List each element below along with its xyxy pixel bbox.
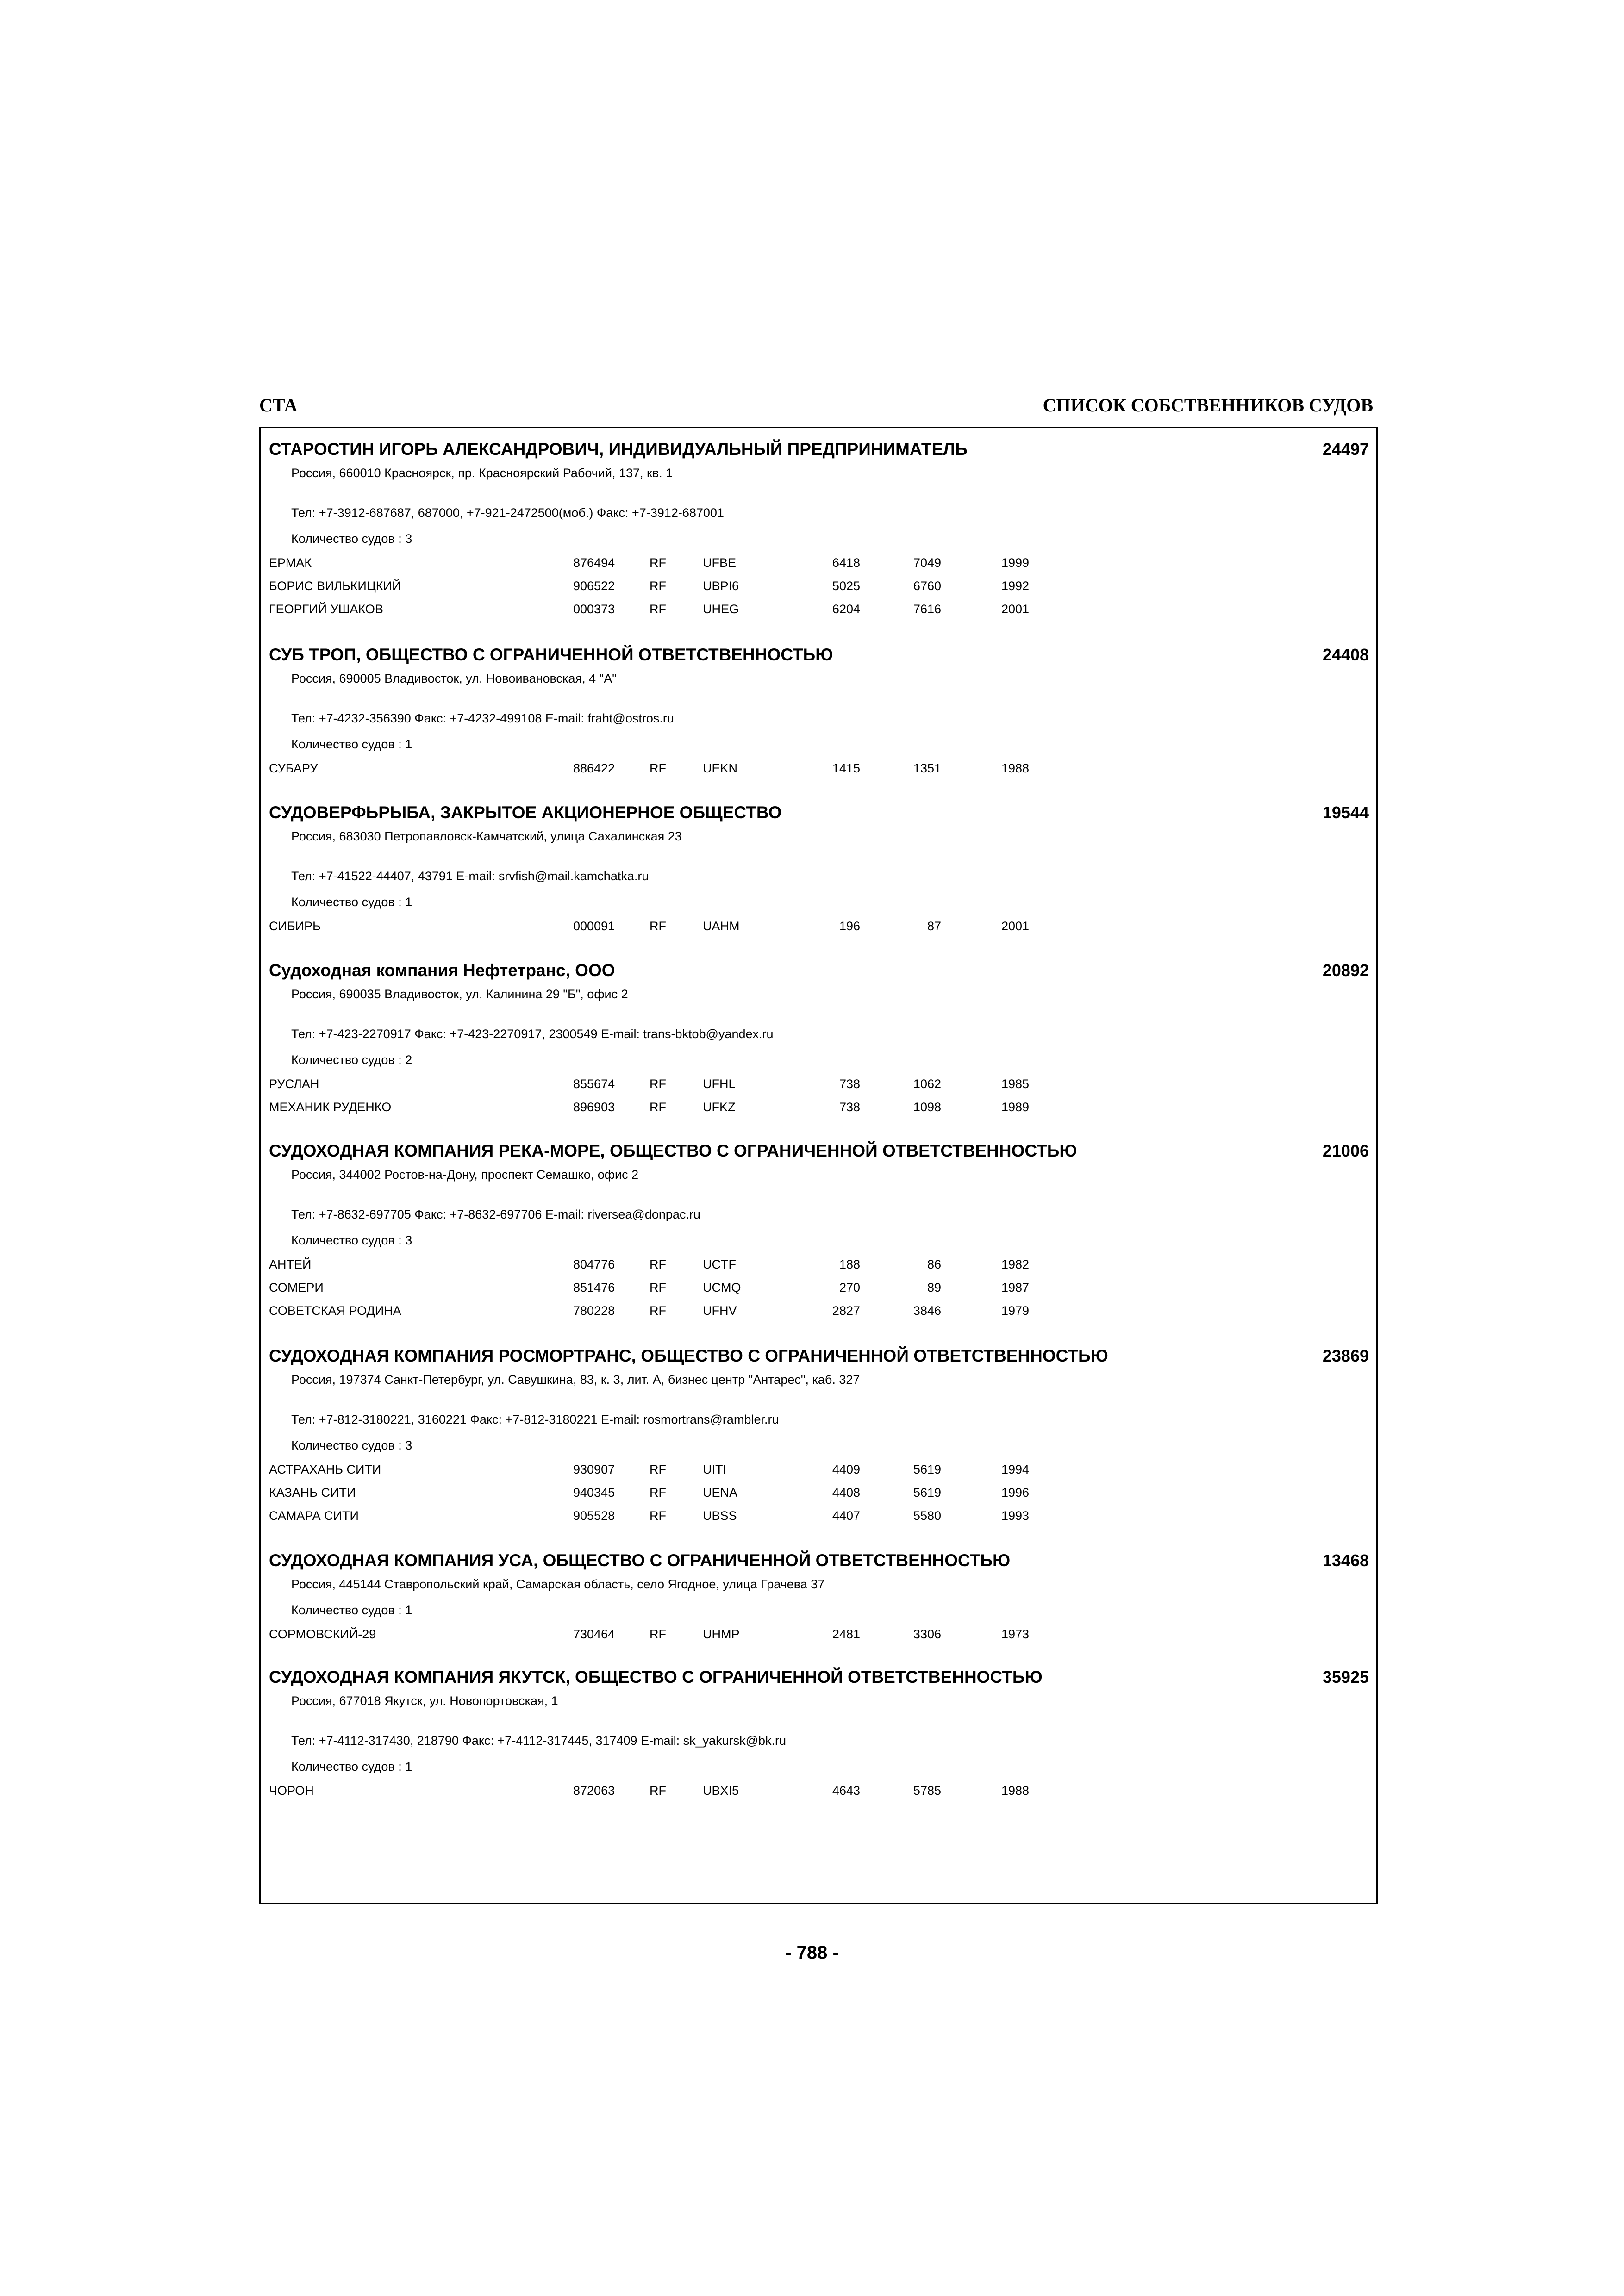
vessel-deadweight: 3306 — [913, 1627, 941, 1641]
vessel-callsign: UFBE — [703, 556, 737, 570]
vessel-callsign: UCMQ — [703, 1281, 741, 1294]
vessel-flag: RF — [650, 602, 666, 616]
owner-name: СУДОВЕРФЬРЫБА, ЗАКРЫТОЕ АКЦИОНЕРНОЕ ОБЩЕСТВО — [269, 803, 782, 822]
vessel-number: 896903 — [573, 1100, 615, 1114]
owner-name: СУБ ТРОП, ОБЩЕСТВО С ОГРАНИЧЕННОЙ ОТВЕТСТВЕННОСТЬЮ — [269, 645, 833, 664]
vessel-gross-tonnage: 738 — [839, 1100, 860, 1114]
owner-id: 13468 — [1322, 1551, 1369, 1570]
vessel-deadweight: 5785 — [913, 1784, 941, 1798]
vessel-gross-tonnage: 4407 — [832, 1509, 860, 1523]
owner-address: Россия, 445144 Ставропольский край, Самарская область, село Ягодное, улица Грачева 37 — [291, 1577, 825, 1591]
vessel-year: 1982 — [1001, 1257, 1030, 1271]
vessel-name: АСТРАХАНЬ СИТИ — [269, 1462, 381, 1476]
vessel-count: Количество судов : 1 — [291, 895, 412, 909]
vessel-flag: RF — [650, 1077, 666, 1091]
vessel-deadweight: 86 — [927, 1257, 941, 1271]
vessel-flag: RF — [650, 1100, 666, 1114]
vessel-name: КАЗАНЬ СИТИ — [269, 1486, 356, 1500]
owner-name: СУДОХОДНАЯ КОМПАНИЯ ЯКУТСК, ОБЩЕСТВО С ОГРАНИЧЕННОЙ ОТВЕТСТВЕННОСТЬЮ — [269, 1668, 1043, 1686]
vessel-number: 886422 — [573, 761, 615, 775]
running-header-right: СПИСОК СОБСТВЕННИКОВ СУДОВ — [1043, 395, 1373, 416]
vessel-callsign: UHEG — [703, 602, 739, 616]
owner-address: Россия, 344002 Ростов-на-Дону, проспект Семашко, офис 2 — [291, 1168, 639, 1182]
page-number: - 788 - — [785, 1942, 839, 1963]
running-header-left: СТА — [259, 395, 298, 416]
vessel-number: 906522 — [573, 579, 615, 593]
vessel-callsign: UFHV — [703, 1304, 737, 1318]
owner-address: Россия, 677018 Якутск, ул. Новопортовская, 1 — [291, 1694, 558, 1708]
vessel-number: 905528 — [573, 1509, 615, 1523]
vessel-year: 1999 — [1001, 556, 1030, 570]
owner-contacts: Тел: +7-4112-317430, 218790 Факс: +7-4112-317445, 317409 E-mail: sk_yakursk@bk.ru — [291, 1734, 787, 1748]
vessel-callsign: UENA — [703, 1486, 738, 1500]
vessel-number: 855674 — [573, 1077, 615, 1091]
vessel-callsign: UBSS — [703, 1509, 737, 1523]
vessel-name: АНТЕЙ — [269, 1257, 312, 1271]
vessel-number: 804776 — [573, 1257, 615, 1271]
vessel-name: СОВЕТСКАЯ РОДИНА — [269, 1304, 401, 1318]
owner-contacts: Тел: +7-423-2270917 Факс: +7-423-2270917, 2300549 E-mail: trans-bktob@yandex.ru — [291, 1027, 774, 1041]
vessel-gross-tonnage: 6204 — [832, 602, 860, 616]
vessel-deadweight: 7616 — [913, 602, 941, 616]
vessel-number: 000373 — [573, 602, 615, 616]
vessel-year: 1987 — [1001, 1281, 1030, 1294]
vessel-count: Количество судов : 3 — [291, 1233, 412, 1247]
owner-name: СТАРОСТИН ИГОРЬ АЛЕКСАНДРОВИЧ, ИНДИВИДУАЛЬНЫЙ ПРЕДПРИНИМАТЕЛЬ — [269, 440, 968, 459]
owner-id: 19544 — [1322, 803, 1369, 822]
vessel-flag: RF — [650, 919, 666, 933]
vessel-flag: RF — [650, 1509, 666, 1523]
owner-id: 24408 — [1322, 645, 1369, 664]
vessel-deadweight: 1062 — [913, 1077, 941, 1091]
vessel-number: 730464 — [573, 1627, 615, 1641]
vessel-gross-tonnage: 4643 — [832, 1784, 860, 1798]
vessel-flag: RF — [650, 1627, 666, 1641]
vessel-year: 1992 — [1001, 579, 1030, 593]
owner-name: СУДОХОДНАЯ КОМПАНИЯ УСА, ОБЩЕСТВО С ОГРАНИЧЕННОЙ ОТВЕТСТВЕННОСТЬЮ — [269, 1551, 1011, 1570]
vessel-name: РУСЛАН — [269, 1077, 319, 1091]
owner-id: 20892 — [1322, 961, 1369, 980]
vessel-deadweight: 5580 — [913, 1509, 941, 1523]
vessel-gross-tonnage: 5025 — [832, 579, 860, 593]
owner-contacts: Тел: +7-812-3180221, 3160221 Факс: +7-812-3180221 E-mail: rosmortrans@rambler.ru — [291, 1412, 779, 1426]
vessel-flag: RF — [650, 1304, 666, 1318]
vessel-name: ГЕОРГИЙ УШАКОВ — [269, 602, 383, 616]
vessel-name: МЕХАНИК РУДЕНКО — [269, 1100, 392, 1114]
vessel-deadweight: 1351 — [913, 761, 941, 775]
vessel-callsign: UAHM — [703, 919, 740, 933]
owner-name: Судоходная компания Нефтетранс, ООО — [269, 961, 615, 980]
vessel-flag: RF — [650, 1486, 666, 1500]
vessel-deadweight: 7049 — [913, 556, 941, 570]
vessel-count: Количество судов : 3 — [291, 1438, 412, 1452]
vessel-flag: RF — [650, 761, 666, 775]
vessel-flag: RF — [650, 1281, 666, 1294]
owner-id: 23869 — [1322, 1346, 1369, 1365]
vessel-name: САМАРА СИТИ — [269, 1509, 359, 1523]
vessel-gross-tonnage: 196 — [839, 919, 860, 933]
vessel-year: 1988 — [1001, 761, 1030, 775]
vessel-flag: RF — [650, 1784, 666, 1798]
owner-id: 35925 — [1322, 1668, 1369, 1686]
vessel-callsign: UCTF — [703, 1257, 736, 1271]
vessel-name: ЕРМАК — [269, 556, 312, 570]
vessel-year: 1973 — [1001, 1627, 1030, 1641]
owner-contacts: Тел: +7-41522-44407, 43791 E-mail: srvfish@mail.kamchatka.ru — [291, 869, 649, 883]
owner-contacts: Тел: +7-4232-356390 Факс: +7-4232-499108 E-mail: fraht@ostros.ru — [291, 711, 674, 725]
vessel-gross-tonnage: 270 — [839, 1281, 860, 1294]
owner-contacts: Тел: +7-8632-697705 Факс: +7-8632-697706 E-mail: riversea@donpac.ru — [291, 1207, 700, 1221]
vessel-deadweight: 1098 — [913, 1100, 941, 1114]
vessel-year: 2001 — [1001, 602, 1030, 616]
vessel-number: 930907 — [573, 1462, 615, 1476]
owner-address: Россия, 197374 Санкт-Петербург, ул. Савушкина, 83, к. 3, лит. А, бизнес центр "Антарес", каб. 327 — [291, 1373, 860, 1387]
owners-list-frame — [259, 427, 1378, 1904]
vessel-year: 1989 — [1001, 1100, 1030, 1114]
owner-address: Россия, 660010 Красноярск, пр. Красноярский Рабочий, 137, кв. 1 — [291, 466, 673, 480]
vessel-name: СОРМОВСКИЙ-29 — [269, 1627, 376, 1641]
vessel-name: СОМЕРИ — [269, 1281, 324, 1294]
vessel-flag: RF — [650, 579, 666, 593]
owner-name: СУДОХОДНАЯ КОМПАНИЯ РЕКА-МОРЕ, ОБЩЕСТВО С ОГРАНИЧЕННОЙ ОТВЕТСТВЕННОСТЬЮ — [269, 1141, 1077, 1160]
owner-contacts: Тел: +7-3912-687687, 687000, +7-921-2472500(моб.) Факс: +7-3912-687001 — [291, 506, 724, 520]
vessel-number: 780228 — [573, 1304, 615, 1318]
vessel-year: 1979 — [1001, 1304, 1030, 1318]
vessel-callsign: UEKN — [703, 761, 738, 775]
vessel-year: 1996 — [1001, 1486, 1030, 1500]
vessel-year: 1988 — [1001, 1784, 1030, 1798]
vessel-year: 1985 — [1001, 1077, 1030, 1091]
vessel-gross-tonnage: 4408 — [832, 1486, 860, 1500]
owner-name: СУДОХОДНАЯ КОМПАНИЯ РОСМОРТРАНС, ОБЩЕСТВО С ОГРАНИЧЕННОЙ ОТВЕТСТВЕННОСТЬЮ — [269, 1346, 1108, 1365]
owner-address: Россия, 690005 Владивосток, ул. Новоивановская, 4 "А" — [291, 672, 617, 685]
vessel-deadweight: 6760 — [913, 579, 941, 593]
vessel-count: Количество судов : 3 — [291, 532, 412, 546]
vessel-flag: RF — [650, 1462, 666, 1476]
vessel-deadweight: 5619 — [913, 1462, 941, 1476]
vessel-count: Количество судов : 2 — [291, 1053, 412, 1067]
vessel-callsign: UITI — [703, 1462, 726, 1476]
vessel-callsign: UFHL — [703, 1077, 736, 1091]
vessel-gross-tonnage: 2827 — [832, 1304, 860, 1318]
vessel-flag: RF — [650, 556, 666, 570]
vessel-count: Количество судов : 1 — [291, 1603, 412, 1617]
vessel-count: Количество судов : 1 — [291, 1760, 412, 1773]
vessel-deadweight: 3846 — [913, 1304, 941, 1318]
vessel-gross-tonnage: 6418 — [832, 556, 860, 570]
vessel-callsign: UBXI5 — [703, 1784, 739, 1798]
vessel-name: СУБАРУ — [269, 761, 318, 775]
vessel-gross-tonnage: 738 — [839, 1077, 860, 1091]
vessel-deadweight: 89 — [927, 1281, 941, 1294]
vessel-count: Количество судов : 1 — [291, 737, 412, 751]
vessel-gross-tonnage: 188 — [839, 1257, 860, 1271]
vessel-year: 1994 — [1001, 1462, 1030, 1476]
vessel-callsign: UHMP — [703, 1627, 740, 1641]
owner-id: 24497 — [1322, 440, 1369, 459]
vessel-number: 851476 — [573, 1281, 615, 1294]
owner-address: Россия, 683030 Петропавловск-Камчатский, улица Сахалинская 23 — [291, 829, 682, 843]
vessel-flag: RF — [650, 1257, 666, 1271]
vessel-year: 2001 — [1001, 919, 1030, 933]
vessel-gross-tonnage: 2481 — [832, 1627, 860, 1641]
vessel-callsign: UFKZ — [703, 1100, 736, 1114]
vessel-gross-tonnage: 1415 — [832, 761, 860, 775]
owner-address: Россия, 690035 Владивосток, ул. Калинина 29 "Б", офис 2 — [291, 987, 628, 1001]
vessel-number: 872063 — [573, 1784, 615, 1798]
vessel-year: 1993 — [1001, 1509, 1030, 1523]
vessel-name: СИБИРЬ — [269, 919, 321, 933]
vessel-deadweight: 5619 — [913, 1486, 941, 1500]
vessel-deadweight: 87 — [927, 919, 941, 933]
owner-id: 21006 — [1322, 1141, 1369, 1160]
vessel-name: ЧОРОН — [269, 1784, 314, 1798]
vessel-number: 876494 — [573, 556, 615, 570]
vessel-number: 000091 — [573, 919, 615, 933]
vessel-callsign: UBPI6 — [703, 579, 739, 593]
vessel-name: БОРИС ВИЛЬКИЦКИЙ — [269, 579, 401, 593]
vessel-number: 940345 — [573, 1486, 615, 1500]
vessel-gross-tonnage: 4409 — [832, 1462, 860, 1476]
